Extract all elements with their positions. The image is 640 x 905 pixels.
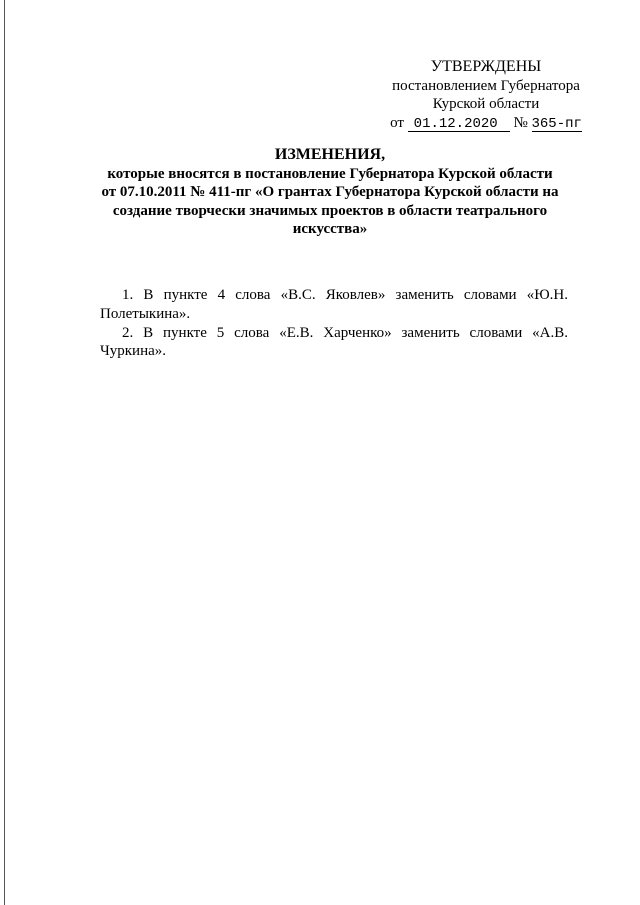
number-prefix: № bbox=[513, 114, 528, 131]
date-prefix: от bbox=[390, 114, 404, 131]
title-line-4: искусства» bbox=[292, 221, 368, 238]
approval-date-line bbox=[370, 114, 602, 133]
approval-date: 01.12.2020 bbox=[408, 117, 510, 132]
list-item: 1. В пункте 4 слова «В.С. Яковлев» заменить словами «Ю.Н. Полетыкина». bbox=[100, 287, 568, 322]
title-line-1: которые вносятся в постановление Губернатора Курской области bbox=[107, 165, 553, 182]
approval-number: 365-пг bbox=[531, 115, 582, 132]
list-item: 2. В пункте 5 слова «Е.В. Харченко» заменить словами «А.В. Чуркина». bbox=[100, 324, 568, 360]
approval-line-2: Курской области bbox=[432, 96, 540, 112]
approval-heading: УТВЕРЖДЕНЫ bbox=[430, 58, 542, 75]
approval-line-1: постановлением Губернатора bbox=[392, 77, 580, 94]
title-line-2: от 07.10.2011 № 411-пг «О грантах Губернатора Курской области на bbox=[101, 184, 559, 201]
document-title bbox=[90, 146, 570, 239]
scan-edge-line bbox=[4, 0, 5, 905]
document-body bbox=[100, 286, 568, 361]
approval-block bbox=[370, 58, 602, 132]
title-heading: ИЗМЕНЕНИЯ, bbox=[274, 146, 386, 163]
title-line-3: создание творчески значимых проектов в области театрального bbox=[112, 202, 548, 219]
